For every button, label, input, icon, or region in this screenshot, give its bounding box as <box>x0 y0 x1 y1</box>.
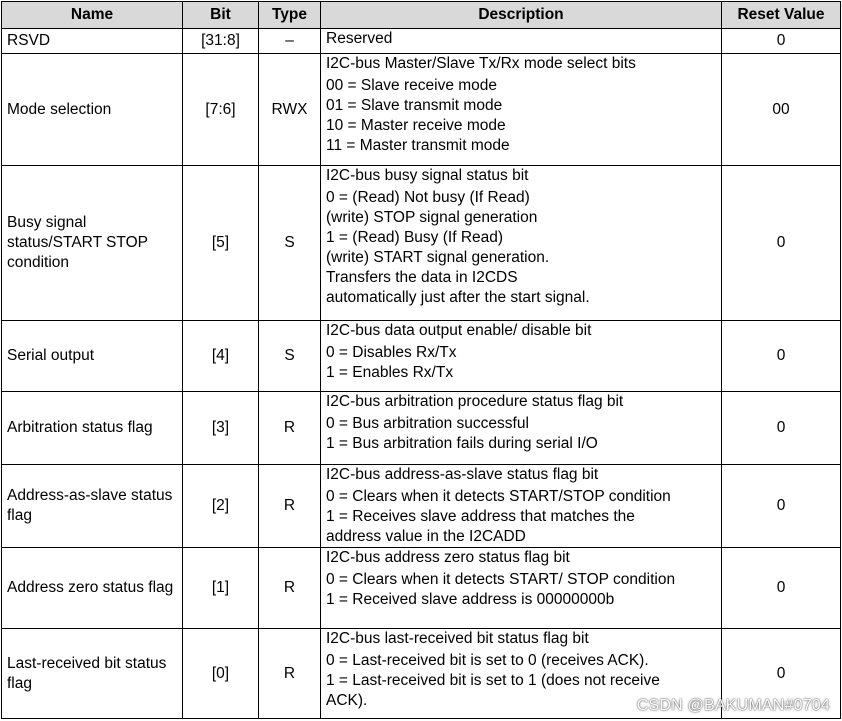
bit-range: [3] <box>183 392 259 465</box>
header-reset-value: Reset Value <box>722 2 841 29</box>
description-title: I2C-bus address-as-slave status flag bit <box>326 466 599 483</box>
reset-value: 0 <box>722 166 841 321</box>
description-title: I2C-bus data output enable/ disable bit <box>326 322 592 339</box>
table-row <box>2 321 841 392</box>
description-title: I2C-bus last-received bit status flag bit <box>326 630 589 647</box>
table-row <box>2 29 841 54</box>
bit-range: [2] <box>183 465 259 548</box>
description-line: 0 = Disables Rx/Tx <box>326 344 457 361</box>
register-name: Busy signal status/START STOP condition <box>2 166 183 321</box>
description-line: 1 = Enables Rx/Tx <box>326 364 454 381</box>
register-name: Arbitration status flag <box>2 392 183 465</box>
bit-range: [4] <box>183 321 259 392</box>
register-name: Address zero status flag <box>2 548 183 629</box>
header-description: Description <box>321 2 722 29</box>
description-line: 1 = Receives slave address that matches the <box>326 508 635 525</box>
description-line: 01 = Slave transmit mode <box>326 97 503 114</box>
description-cell <box>321 54 722 166</box>
register-name: Last-received bit status flag <box>2 629 183 719</box>
table-row <box>2 166 841 321</box>
description-cell <box>321 465 722 548</box>
access-type: R <box>259 548 321 629</box>
description-title: I2C-bus busy signal status bit <box>326 167 529 184</box>
bit-range: [31:8] <box>183 29 259 54</box>
description-line: 10 = Master receive mode <box>326 117 506 134</box>
description-line: 1 = Last-received bit is set to 1 (does not receive <box>326 672 660 689</box>
description-title: I2C-bus arbitration procedure status flag bit <box>326 393 624 410</box>
table-row <box>2 465 841 548</box>
access-type: – <box>259 29 321 54</box>
register-name: RSVD <box>2 29 183 54</box>
description-cell <box>321 321 722 392</box>
header-bit: Bit <box>183 2 259 29</box>
access-type: S <box>259 166 321 321</box>
description-line: 0 = Clears when it detects START/ STOP condition <box>326 571 676 588</box>
header-type: Type <box>259 2 321 29</box>
bit-range: [0] <box>183 629 259 719</box>
description-line: 11 = Master transmit mode <box>326 137 510 154</box>
access-type: R <box>259 629 321 719</box>
description-line: ACK). <box>326 692 368 709</box>
register-name: Serial output <box>2 321 183 392</box>
description-cell <box>321 29 722 54</box>
register-table <box>1 1 841 719</box>
bit-range: [7:6] <box>183 54 259 166</box>
reset-value: 0 <box>722 321 841 392</box>
description-line: 1 = (Read) Busy (If Read) <box>326 229 504 246</box>
access-type: S <box>259 321 321 392</box>
reset-value: 00 <box>722 54 841 166</box>
access-type: R <box>259 392 321 465</box>
header-name: Name <box>2 2 183 29</box>
table-row <box>2 392 841 465</box>
watermark: CSDN @BAKUMAN#0704 <box>636 697 830 714</box>
description-line: 00 = Slave receive mode <box>326 77 498 94</box>
register-name: Address-as-slave status flag <box>2 465 183 548</box>
table-row <box>2 548 841 629</box>
description-line: address value in the I2CADD <box>326 528 526 545</box>
description-line: (write) STOP signal generation <box>326 209 538 226</box>
bit-range: [1] <box>183 548 259 629</box>
table-row <box>2 54 841 166</box>
description-line: 0 = Bus arbitration successful <box>326 415 529 432</box>
access-type: R <box>259 465 321 548</box>
description-cell <box>321 548 722 629</box>
reset-value: 0 <box>722 29 841 54</box>
reset-value: 0 <box>722 392 841 465</box>
description-cell <box>321 166 722 321</box>
description-line: 0 = Clears when it detects START/STOP condition <box>326 488 671 505</box>
access-type: RWX <box>259 54 321 166</box>
description-line: 0 = (Read) Not busy (If Read) <box>326 189 530 206</box>
reset-value: 0 <box>722 629 841 719</box>
description-cell <box>321 392 722 465</box>
table-header-row <box>2 2 841 29</box>
description-line: Transfers the data in I2CDS <box>326 269 518 286</box>
description-title: I2C-bus Master/Slave Tx/Rx mode select bits <box>326 55 636 72</box>
bit-range: [5] <box>183 166 259 321</box>
description-line: (write) START signal generation. <box>326 249 550 266</box>
description-line: 1 = Received slave address is 00000000b <box>326 591 615 608</box>
register-name: Mode selection <box>2 54 183 166</box>
reset-value: 0 <box>722 548 841 629</box>
reset-value: 0 <box>722 465 841 548</box>
description-line: 0 = Last-received bit is set to 0 (receives ACK). <box>326 652 649 669</box>
description-title: I2C-bus address zero status flag bit <box>326 549 570 566</box>
description-title: Reserved <box>326 30 393 47</box>
description-line: automatically just after the start signal. <box>326 289 590 306</box>
description-line: 1 = Bus arbitration fails during serial I/O <box>326 435 598 452</box>
